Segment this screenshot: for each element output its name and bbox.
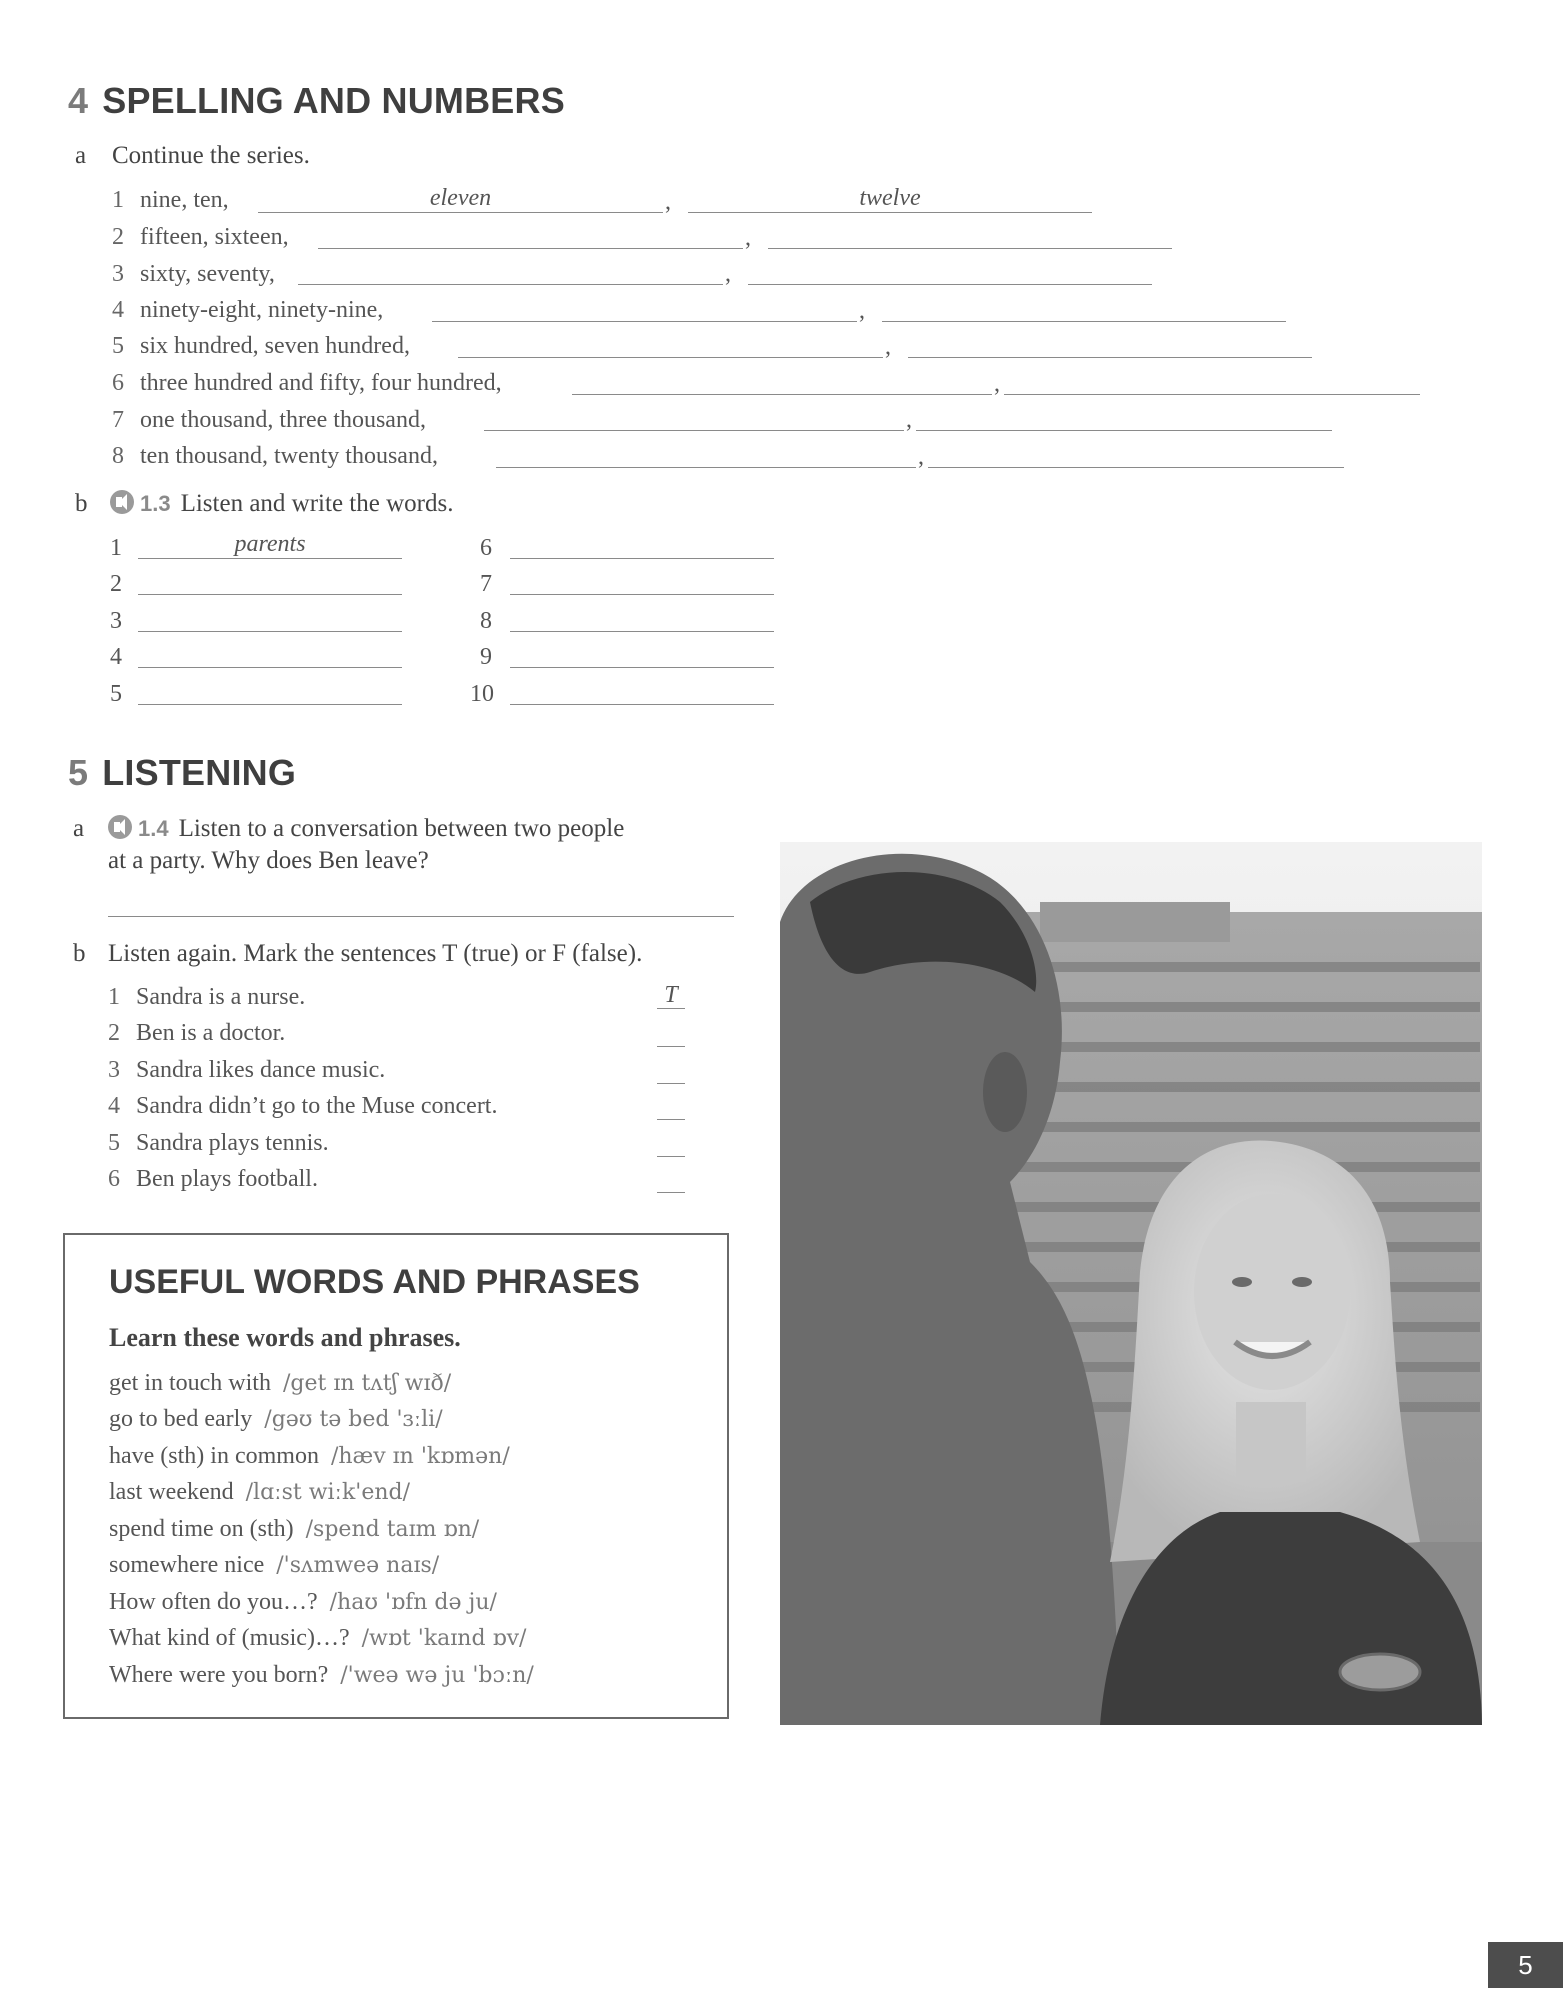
series-text: fifteen, sixteen, xyxy=(140,224,289,250)
statement-row xyxy=(108,1020,285,1047)
statement-row xyxy=(108,1166,318,1193)
series-row xyxy=(112,261,275,288)
phrase-item xyxy=(109,1479,410,1506)
item-number: 9 xyxy=(480,644,492,670)
item-number: 10 xyxy=(470,681,494,707)
item-number: 1 xyxy=(112,187,124,213)
tf-answer[interactable] xyxy=(657,1168,685,1193)
exercise-instruction: Listen again. Mark the sentences T (true) or F (false). xyxy=(108,940,643,967)
phrase-item xyxy=(109,1443,510,1470)
phrase-ipa: /spend taɪm ɒn/ xyxy=(305,1517,480,1542)
phrase-item xyxy=(109,1406,443,1433)
item-number: 8 xyxy=(112,443,124,469)
statement-row xyxy=(108,1130,329,1157)
item-number: 6 xyxy=(108,1166,120,1192)
item-number: 7 xyxy=(480,571,492,597)
exercise-letter: b xyxy=(75,490,88,517)
series-row xyxy=(112,370,502,397)
item-number: 1 xyxy=(108,984,120,1010)
comma: , xyxy=(745,225,751,251)
answer-blank[interactable] xyxy=(458,331,883,358)
answer-blank[interactable] xyxy=(510,532,774,559)
series-row xyxy=(112,407,426,434)
phrase-text: last weekend xyxy=(109,1479,234,1505)
tf-answer[interactable] xyxy=(657,1095,685,1120)
item-number: 4 xyxy=(112,297,124,323)
exercise-letter: a xyxy=(75,142,87,169)
answer-blank[interactable] xyxy=(768,222,1172,249)
statement-text: Ben plays football. xyxy=(136,1166,318,1192)
phrase-ipa: /get ɪn tʌtʃ wɪð/ xyxy=(282,1371,452,1396)
phrase-text: spend time on (sth) xyxy=(109,1516,294,1542)
instruction-text: Listen and write the words. xyxy=(180,490,454,517)
exercise-instruction: Continue the series. xyxy=(112,142,310,169)
series-text: sixty, seventy, xyxy=(140,261,275,287)
useful-phrases-box xyxy=(63,1233,729,1719)
item-number: 6 xyxy=(480,535,492,561)
phrase-item xyxy=(109,1552,439,1579)
series-row xyxy=(112,187,229,214)
comma: , xyxy=(725,261,731,287)
item-number: 6 xyxy=(112,370,124,396)
phrase-ipa: /lɑːst wiːk'end/ xyxy=(245,1480,411,1505)
comma: , xyxy=(918,444,924,470)
comma: , xyxy=(994,371,1000,397)
comma: , xyxy=(906,407,912,433)
phrase-text: Where were you born? xyxy=(109,1662,329,1688)
answer-blank[interactable] xyxy=(510,641,774,668)
statement-text: Sandra likes dance music. xyxy=(136,1057,386,1083)
item-number: 3 xyxy=(110,608,122,634)
series-row xyxy=(112,443,438,470)
statement-row xyxy=(108,1093,497,1120)
phrase-text: have (sth) in common xyxy=(109,1443,319,1469)
comma: , xyxy=(885,334,891,360)
phrase-item xyxy=(109,1516,479,1543)
item-number: 7 xyxy=(112,407,124,433)
answer-blank[interactable] xyxy=(496,441,916,468)
phrase-text: How often do you…? xyxy=(109,1589,318,1615)
answer-blank[interactable] xyxy=(138,568,402,595)
answer-blank[interactable] xyxy=(916,404,1332,431)
answer-blank[interactable] xyxy=(882,295,1286,322)
series-row xyxy=(112,224,289,251)
box-title: USEFUL WORDS AND PHRASES xyxy=(109,1263,640,1301)
phrase-ipa: /'sʌmweə naɪs/ xyxy=(276,1553,440,1578)
answer-blank[interactable] xyxy=(748,258,1152,285)
phrase-ipa: /'weə wə ju 'bɔːn/ xyxy=(340,1663,534,1688)
party-photo-illustration xyxy=(780,842,1482,1725)
answer-blank[interactable] xyxy=(432,295,857,322)
series-row xyxy=(112,333,410,360)
speaker-icon[interactable] xyxy=(108,815,132,839)
speaker-icon[interactable] xyxy=(110,490,134,514)
exercise-instruction xyxy=(108,815,624,843)
item-number: 2 xyxy=(112,224,124,250)
answer-blank[interactable] xyxy=(484,404,904,431)
item-number: 1 xyxy=(110,535,122,561)
series-text: one thousand, three thousand, xyxy=(140,407,426,433)
phrase-text: get in touch with xyxy=(109,1370,271,1396)
answer-blank[interactable] xyxy=(510,568,774,595)
phrase-item xyxy=(109,1625,526,1652)
track-number: 1.3 xyxy=(140,491,171,516)
series-text: ten thousand, twenty thousand, xyxy=(140,443,438,469)
section-title: LISTENING xyxy=(102,752,297,793)
phrase-text: somewhere nice xyxy=(109,1552,265,1578)
answer-blank[interactable]: twelve xyxy=(688,186,1092,213)
exercise-letter: b xyxy=(73,940,86,967)
section-number: 5 xyxy=(68,752,89,793)
item-number: 5 xyxy=(112,333,124,359)
statement-row xyxy=(108,1057,385,1084)
answer-blank[interactable] xyxy=(510,605,774,632)
statement-text: Sandra didn’t go to the Muse concert. xyxy=(136,1093,498,1119)
track-number: 1.4 xyxy=(138,816,169,841)
answer-line[interactable] xyxy=(108,890,734,917)
item-number: 5 xyxy=(110,681,122,707)
answer-blank[interactable] xyxy=(138,678,402,705)
series-text: three hundred and fifty, four hundred, xyxy=(140,370,502,396)
answer-blank[interactable] xyxy=(298,258,723,285)
instruction-text: Listen to a conversation between two people xyxy=(178,815,625,842)
answer-blank[interactable] xyxy=(138,641,402,668)
answer-blank[interactable] xyxy=(928,441,1344,468)
answer-blank[interactable] xyxy=(510,678,774,705)
phrase-ipa: /wɒt 'kaɪnd ɒv/ xyxy=(361,1626,527,1651)
item-number: 4 xyxy=(110,644,122,670)
tf-answer[interactable]: T xyxy=(657,984,685,1009)
tf-answer[interactable] xyxy=(657,1059,685,1084)
series-text: ninety-eight, ninety-nine, xyxy=(140,297,384,323)
phrase-item xyxy=(109,1589,497,1616)
answer-blank[interactable]: parents xyxy=(138,532,402,559)
phrase-item xyxy=(109,1662,534,1689)
statement-text: Sandra plays tennis. xyxy=(136,1130,329,1156)
item-number: 3 xyxy=(108,1057,120,1083)
section-number: 4 xyxy=(68,80,89,121)
item-number: 5 xyxy=(108,1130,120,1156)
answer-blank[interactable] xyxy=(908,331,1312,358)
section-4-heading xyxy=(68,80,565,122)
statement-row xyxy=(108,984,305,1011)
statement-text: Sandra is a nurse. xyxy=(136,984,306,1010)
phrase-item xyxy=(109,1370,451,1397)
phrase-ipa: /gəʊ tə bed 'ɜːli/ xyxy=(264,1407,443,1432)
phrase-text: go to bed early xyxy=(109,1406,253,1432)
series-text: nine, ten, xyxy=(140,187,229,213)
answer-blank[interactable] xyxy=(318,222,743,249)
answer-blank[interactable] xyxy=(1004,368,1420,395)
phrase-text: What kind of (music)…? xyxy=(109,1625,350,1651)
comma: , xyxy=(665,189,671,215)
statement-text: Ben is a doctor. xyxy=(136,1020,286,1046)
series-text: six hundred, seven hundred, xyxy=(140,333,410,359)
page-number: 5 xyxy=(1488,1942,1563,1988)
item-number: 2 xyxy=(110,571,122,597)
item-number: 2 xyxy=(108,1020,120,1046)
section-5-heading xyxy=(68,752,296,794)
tf-answer[interactable] xyxy=(657,1022,685,1047)
item-number: 8 xyxy=(480,608,492,634)
tf-answer[interactable] xyxy=(657,1132,685,1157)
exercise-instruction xyxy=(110,490,453,518)
section-title: SPELLING AND NUMBERS xyxy=(102,80,565,121)
item-number: 4 xyxy=(108,1093,120,1119)
party-photo xyxy=(780,842,1482,1725)
item-number: 3 xyxy=(112,261,124,287)
phrase-ipa: /haʊ 'ɒfn də ju/ xyxy=(329,1590,497,1615)
comma: , xyxy=(859,298,865,324)
instruction-line-2: at a party. Why does Ben leave? xyxy=(108,847,429,874)
answer-blank[interactable] xyxy=(138,605,402,632)
answer-blank[interactable]: eleven xyxy=(258,186,663,213)
exercise-letter: a xyxy=(73,815,85,842)
series-row xyxy=(112,297,383,324)
answer-blank[interactable] xyxy=(572,368,992,395)
phrase-ipa: /hæv ɪn 'kɒmən/ xyxy=(330,1444,510,1469)
box-subtitle: Learn these words and phrases. xyxy=(109,1323,461,1352)
